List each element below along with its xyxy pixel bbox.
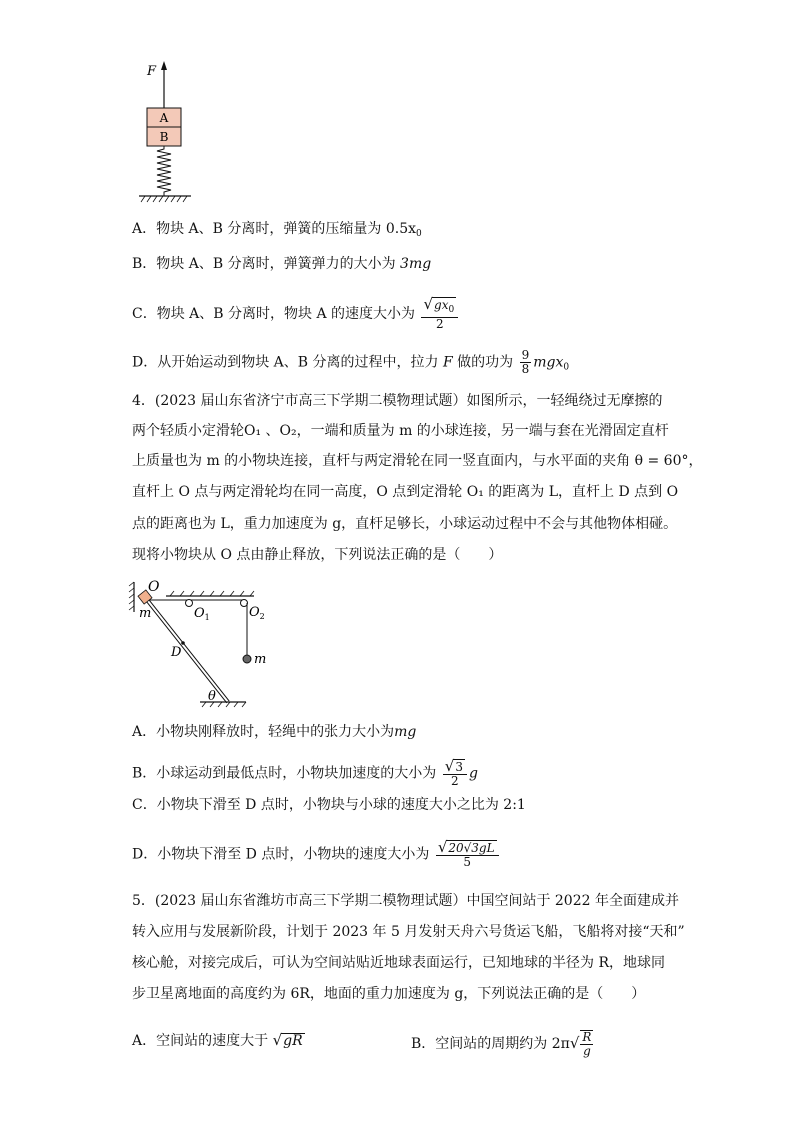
q4-line-5: 点的距离也为 L，重力加速度为 g，直杆足够长，小球运动过程中不会与其他物体相碰。 — [132, 516, 678, 532]
q4-line-4: 直杆上 O 点与两定滑轮均在同一高度，O 点到定滑轮 O₁ 的距离为 L，直杆上 D 点到 O — [132, 484, 679, 500]
force-arrow-head — [161, 61, 167, 70]
q3-option-b: B．物块 A、B 分离时，弹簧弹力的大小为 3mg — [132, 256, 432, 272]
label-o2: $O_2$ — [249, 605, 265, 621]
pulley-o1 — [186, 600, 193, 607]
q3-option-c: C．物块 A、B 分离时，物块 A 的速度大小为 $\frac{√gx_0}{2}$ — [132, 297, 460, 331]
q3-option-d: D．从开始运动到物块 A、B 分离的过程中，拉力 F 做的功为 $\frac{9}{8}$ mgx$_0$ — [132, 348, 570, 376]
spring — [157, 146, 171, 196]
wall-hatch — [129, 582, 134, 610]
block-b-label: B — [159, 130, 169, 144]
label-m-right: m — [254, 652, 267, 667]
block-a-label: A — [159, 111, 169, 125]
q4-line-6: 现将小物块从 O 点由静止释放，下列说法正确的是（ ） — [132, 547, 503, 563]
q4-option-b: B．小球运动到最低点时，小物块加速度的大小为 $\frac{√3}{2}$ g — [132, 757, 478, 788]
label-o1: $O_1$ — [194, 606, 210, 622]
ground-hatch — [141, 196, 187, 202]
ball-m — [243, 655, 251, 663]
q5-line-1: 5．(2023 届山东省潍坊市高三下学期二模物理试题）中国空间站于 2022 年全面建成并 — [132, 893, 679, 909]
q3-option-a: A．物块 A、B 分离时，弹簧的压缩量为 $0.5x_0$ — [132, 221, 422, 239]
ceiling-hatch — [170, 591, 254, 596]
q5-line-2: 转入应用与发展新阶段，计划于 2023 年 5 月发射天舟六号货运飞船，飞船将对接“天和” — [132, 924, 685, 940]
q5-option-a: A．空间站的速度大于 √gR — [132, 1031, 303, 1049]
point-d — [181, 641, 185, 645]
q4-line-1: 4．(2023 届山东省济宁市高三下学期二模物理试题）如图所示，一轻绳绕过无摩擦的 — [132, 393, 663, 409]
label-o: O — [148, 579, 160, 595]
pulley-rod-figure — [126, 576, 296, 708]
label-d: D — [171, 645, 182, 660]
force-label: F — [147, 64, 157, 79]
label-theta: θ — [208, 689, 216, 704]
q5-line-4: 步卫星离地面的高度约为 6R，地面的重力加速度为 g，下列说法正确的是（ ） — [132, 986, 646, 1002]
pulley-o2 — [241, 600, 248, 607]
q4-line-3: 上质量也为 m 的小物块连接，直杆与两定滑轮在同一竖直面内，与水平面的夹角 θ = 60°， — [132, 453, 703, 469]
label-m-left: m — [139, 606, 152, 621]
q4-option-a: A．小物块刚释放时，轻绳中的张力大小为mg — [132, 724, 417, 740]
q4-option-c: C．小物块下滑至 D 点时，小物块与小球的速度大小之比为 2:1 — [132, 797, 526, 813]
q4-option-d: D．小物块下滑至 D 点时，小物块的速度大小为 $\frac{√20√3gL}{5}$ — [132, 840, 501, 869]
q5-line-3: 核心舱，对接完成后，可认为空间站贴近地球表面运行，已知地球的半径为 R，地球同 — [132, 955, 665, 971]
q5-option-b: B．空间站的周期约为 2π√ $\frac{R}{g}$ — [411, 1030, 592, 1058]
q4-line-2: 两个轻质小定滑轮O₁ 、O₂，一端和质量为 m 的小球连接，另一端与套在光滑固定直杆 — [132, 423, 669, 439]
spring-blocks-figure — [135, 58, 205, 204]
